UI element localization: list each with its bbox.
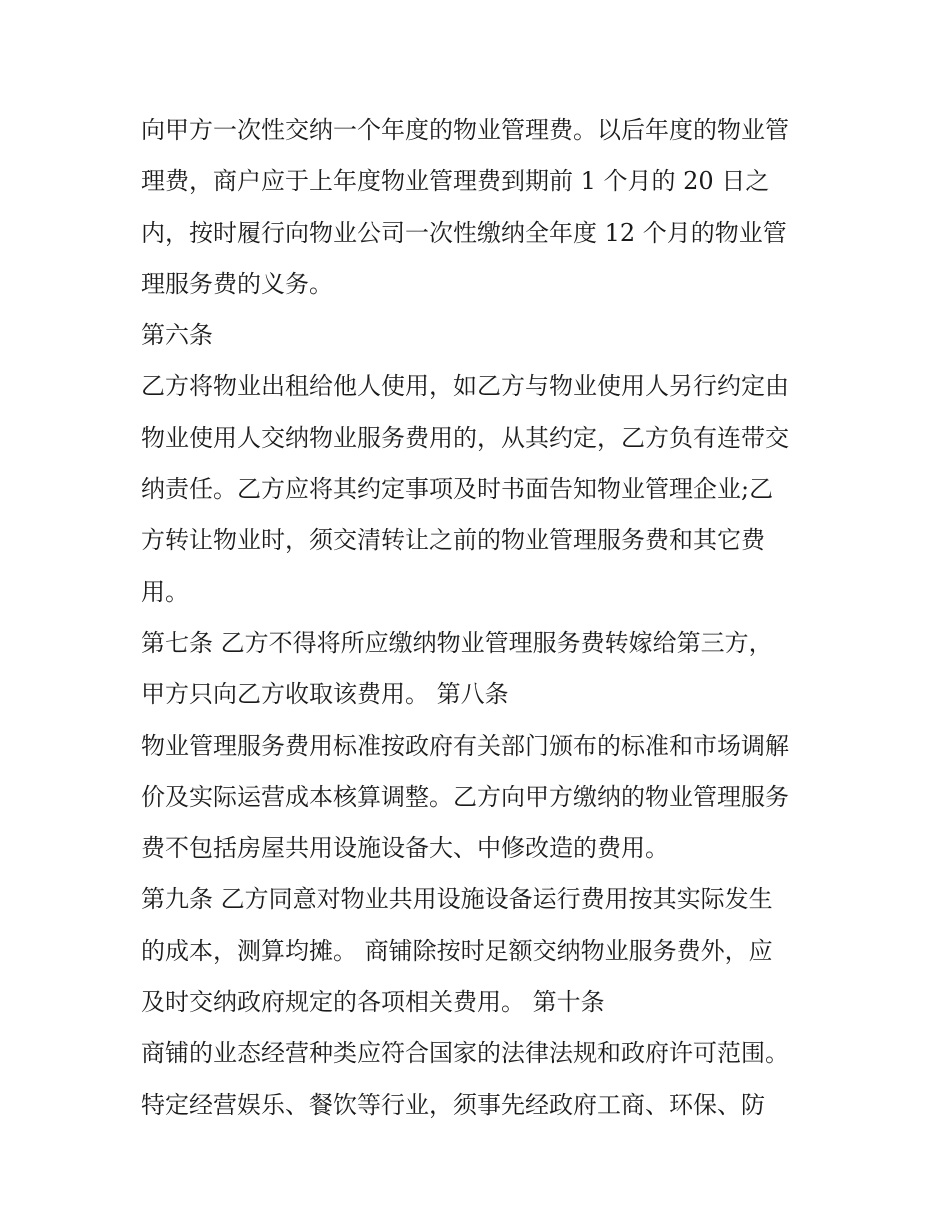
text-line: 方转让物业时，须交清转让之前的物业管理服务费和其它费 (141, 526, 765, 555)
text-line: 的成本，测算均摊。 商铺除按时足额交纳物业服务费外，应 (141, 936, 773, 965)
text-line: 物业使用人交纳物业服务费用的，从其约定，乙方负有连带交 (141, 423, 789, 452)
text-line: 费不包括房屋共用设施设备大、中修改造的费用。 (141, 834, 669, 863)
text-line: 价及实际运营成本核算调整。乙方向甲方缴纳的物业管理服务 (141, 782, 789, 811)
text-line: 向甲方一次性交纳一个年度的物业管理费。以后年度的物业管 (141, 116, 789, 144)
text-line: 纳责任。乙方应将其约定事项及时书面告知物业管理企业;乙 (141, 475, 774, 504)
text-line: 乙方将物业出租给他人使用，如乙方与物业使用人另行约定由 (141, 372, 789, 401)
text-line: 第九条 乙方同意对物业共用设施设备运行费用按其实际发生 (141, 885, 773, 914)
text-line: 甲方只向乙方收取该费用。 第八条 (141, 680, 509, 709)
text-line: 及时交纳政府规定的各项相关费用。 第十条 (141, 988, 605, 1017)
text-line: 用。 (141, 577, 189, 606)
text-line: 内，按时履行向物业公司一次性缴纳全年度 12 个月的物业管 (141, 218, 787, 247)
text-line: 物业管理服务费用标准按政府有关部门颁布的标准和市场调解 (141, 731, 789, 760)
text-line: 商铺的业态经营种类应符合国家的法律法规和政府许可范围。 (141, 1039, 789, 1068)
text-line: 特定经营娱乐、餐饮等行业，须事先经政府工商、环保、防 (141, 1090, 765, 1119)
document-body (141, 110, 831, 1136)
text-line: 第七条 乙方不得将所应缴纳物业管理服务费转嫁给第三方， (141, 628, 773, 657)
text-line: 理服务费的义务。 (141, 269, 333, 298)
article-heading: 第六条 (141, 321, 213, 350)
text-line: 理费，商户应于上年度物业管理费到期前 1 个月的 20 日之 (141, 167, 770, 196)
